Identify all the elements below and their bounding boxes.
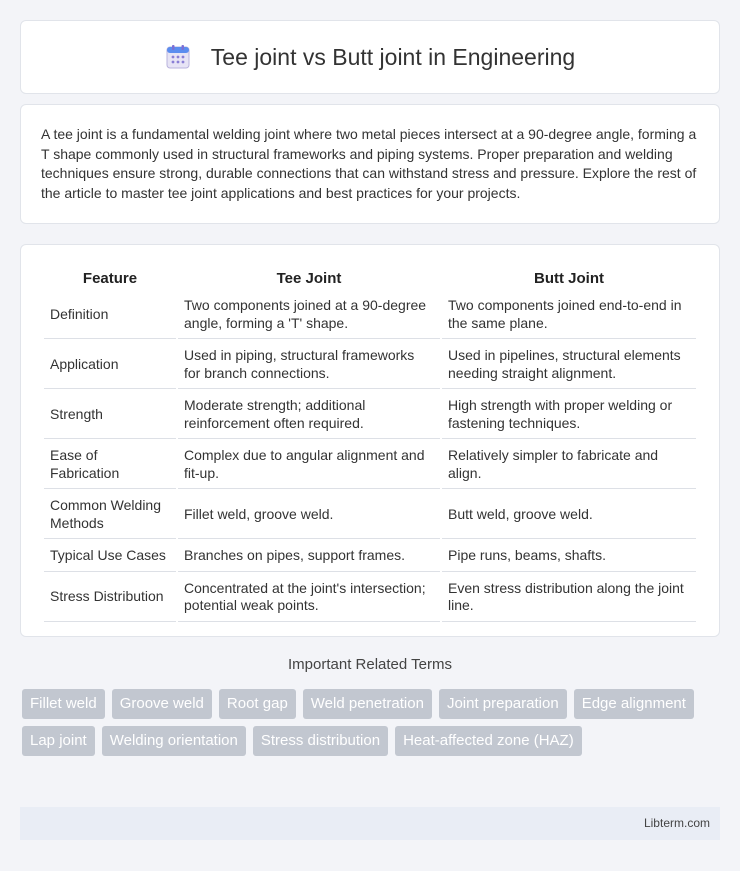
feature-cell: Typical Use Cases: [44, 541, 176, 572]
butt-cell: Relatively simpler to fabricate and align.: [442, 441, 696, 489]
header-tee-joint: Tee Joint: [276, 270, 342, 287]
tee-cell: Fillet weld, groove weld.: [178, 491, 440, 539]
tag-fillet-weld[interactable]: Fillet weld: [22, 689, 105, 719]
related-terms-list: [22, 689, 722, 763]
table-row: [44, 341, 696, 389]
header-butt-joint: Butt Joint: [534, 270, 604, 287]
feature-cell: Ease of Fabrication: [44, 441, 176, 489]
table-header-row: [44, 267, 696, 289]
butt-cell: Pipe runs, beams, shafts.: [442, 541, 696, 572]
tag-weld-penetration[interactable]: Weld penetration: [303, 689, 432, 719]
butt-cell: Used in pipelines, structural elements needing straight alignment.: [442, 341, 696, 389]
feature-cell: Definition: [44, 291, 176, 339]
butt-cell: High strength with proper welding or fastening techniques.: [442, 391, 696, 439]
comparison-card: [20, 244, 720, 637]
feature-cell: Strength: [44, 391, 176, 439]
calendar-grid-icon: [165, 44, 191, 70]
footer-site-link[interactable]: Libterm.com: [643, 816, 710, 830]
tag-stress-distribution[interactable]: Stress distribution: [253, 726, 388, 756]
tag-heat-affected-zone[interactable]: Heat-affected zone (HAZ): [395, 726, 582, 756]
table-row: [44, 391, 696, 439]
tag-joint-preparation[interactable]: Joint preparation: [439, 689, 567, 719]
table-row: [44, 491, 696, 539]
feature-cell: Application: [44, 341, 176, 389]
intro-card: [20, 104, 720, 224]
header-feature: Feature: [82, 270, 138, 287]
table-row: [44, 574, 696, 622]
table-row: [44, 441, 696, 489]
tee-cell: Branches on pipes, support frames.: [178, 541, 440, 572]
comparison-table: [42, 265, 698, 624]
tag-groove-weld[interactable]: Groove weld: [112, 689, 212, 719]
feature-cell: Common Welding Methods: [44, 491, 176, 539]
feature-cell: Stress Distribution: [44, 574, 176, 622]
tee-cell: Moderate strength; additional reinforcement often required.: [178, 391, 440, 439]
tag-edge-alignment[interactable]: Edge alignment: [574, 689, 694, 719]
tee-cell: Two components joined at a 90-degree angle, forming a 'T' shape.: [178, 291, 440, 339]
tag-welding-orientation[interactable]: Welding orientation: [102, 726, 246, 756]
butt-cell: Two components joined end-to-end in the same plane.: [442, 291, 696, 339]
title-card: [20, 20, 720, 94]
tee-cell: Complex due to angular alignment and fit-up.: [178, 441, 440, 489]
page-title: Tee joint vs Butt joint in Engineering: [210, 43, 576, 70]
tag-root-gap[interactable]: Root gap: [219, 689, 296, 719]
tag-lap-joint[interactable]: Lap joint: [22, 726, 95, 756]
intro-text: A tee joint is a fundamental welding joint where two metal pieces intersect at a 90-degree angle, forming a T shape commonly used in structural frameworks and piping systems. Proper preparation and welding techniques ensure strong, durable connections that can withstand stress and pressure. Explore the rest of the article to master tee joint applications and best practices for your projects.: [41, 126, 697, 201]
footer: [20, 807, 720, 840]
related-terms-title: Important Related Terms: [288, 656, 452, 673]
tee-cell: Used in piping, structural frameworks for branch connections.: [178, 341, 440, 389]
butt-cell: Butt weld, groove weld.: [442, 491, 696, 539]
table-row: [44, 291, 696, 339]
tee-cell: Concentrated at the joint's intersection; potential weak points.: [178, 574, 440, 622]
butt-cell: Even stress distribution along the joint line.: [442, 574, 696, 622]
table-row: [44, 541, 696, 572]
